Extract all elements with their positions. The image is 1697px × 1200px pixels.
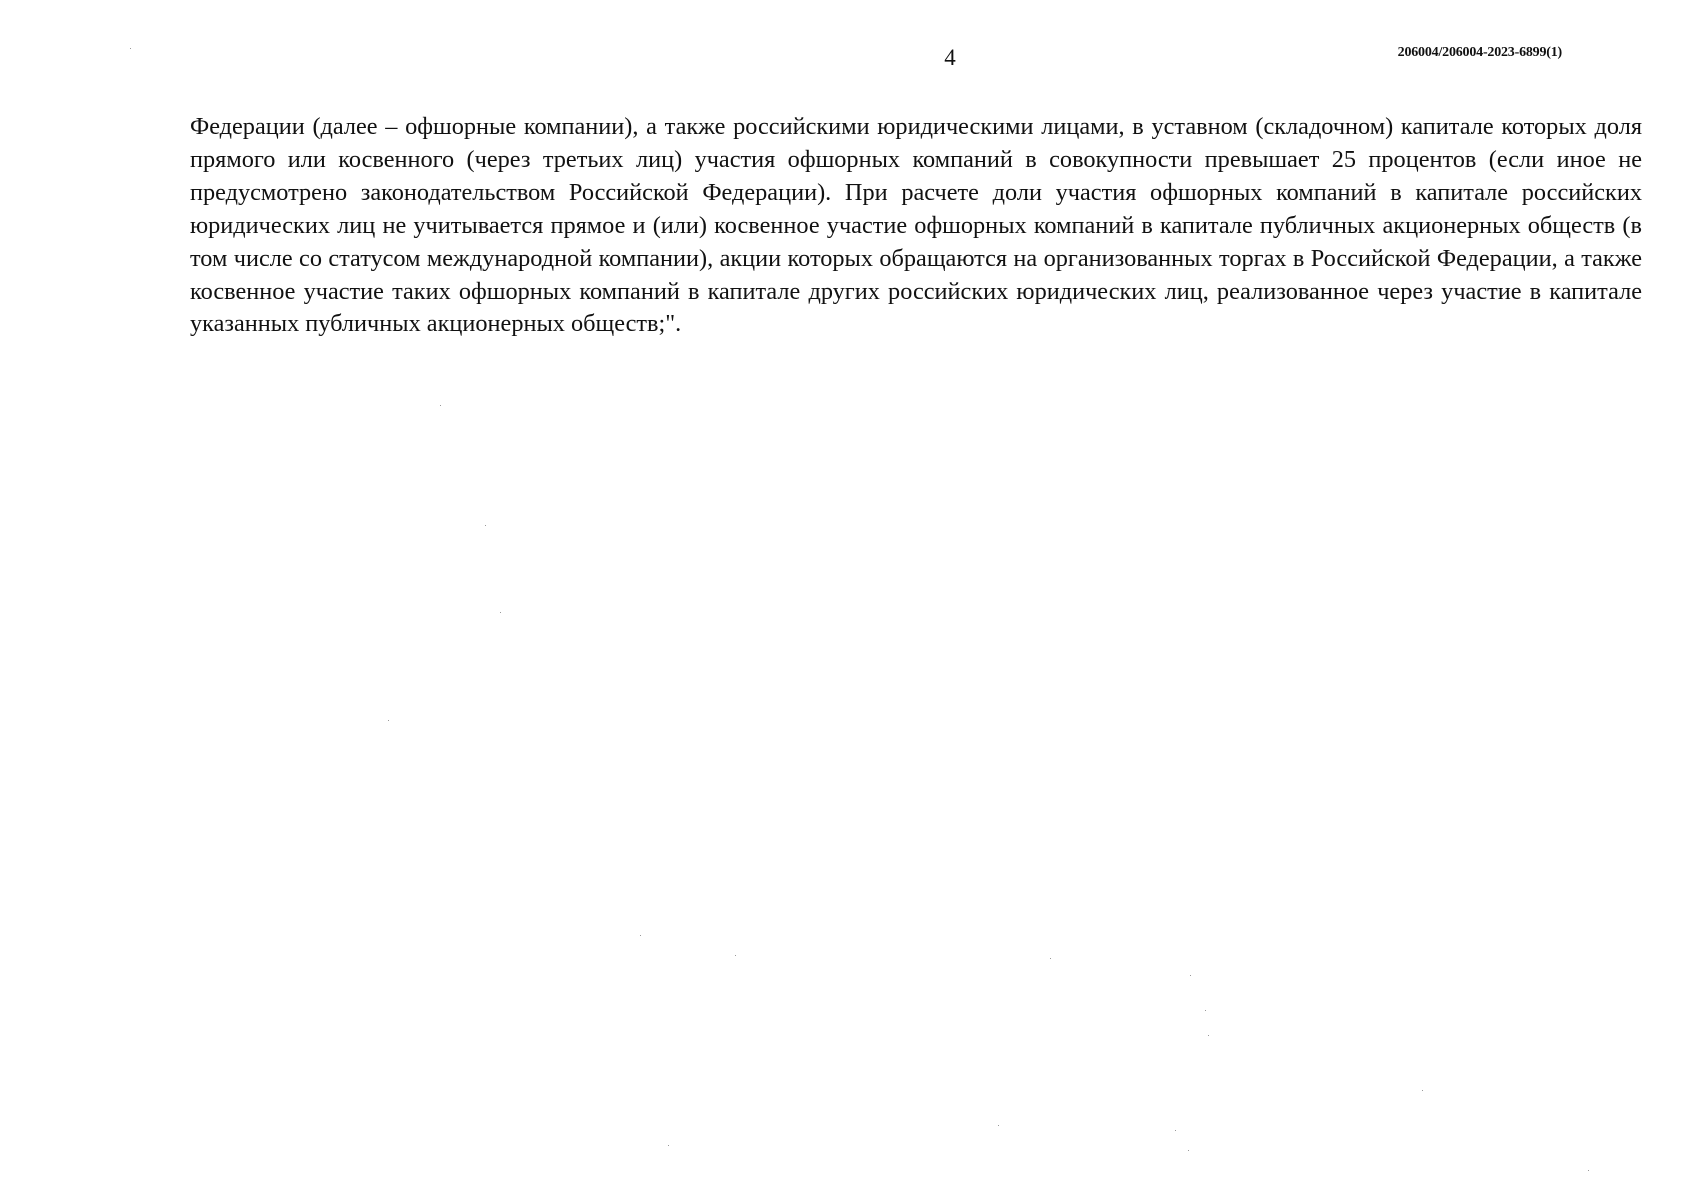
scan-speck	[1188, 1150, 1189, 1151]
page-number: 4	[944, 45, 956, 70]
scan-speck	[1588, 1170, 1589, 1171]
scan-speck	[735, 955, 736, 956]
scan-speck	[668, 1145, 669, 1146]
scan-speck	[1422, 1090, 1423, 1091]
scan-speck	[440, 405, 441, 406]
scan-speck	[485, 525, 486, 526]
scan-speck	[1175, 1130, 1176, 1131]
scan-speck	[500, 612, 501, 613]
scan-speck	[1205, 1010, 1206, 1011]
scan-speck	[1208, 1035, 1209, 1036]
scan-speck	[640, 935, 641, 936]
scan-speck	[1050, 958, 1051, 959]
scan-speck	[1190, 975, 1191, 976]
document-id: 206004/206004-2023-6899(1)	[1397, 45, 1562, 60]
body-paragraph: Федерации (далее – офшорные компании), а также российскими юридическими лицами, в уставном (складочном) капитале которых доля прямого или косвенного (через третьих лиц) участия офшорных компаний в совокупности превышает 25 процентов (если иное не предусмотрено законодательством Российской Федерации). При расчете доли участия офшорных компаний в капитале российских юридических лиц не учитывается прямое и (или) косвенное участие офшорных компаний в капитале публичных акционерных обществ (в том числе со статусом международной компании), акции которых обращаются на организованных торгах в Российской Федерации, а также косвенное участие таких офшорных компаний в капитале других российских юридических лиц, реализованное через участие в капитале указанных публичных акционерных обществ;".	[190, 113, 1642, 338]
scan-speck	[388, 720, 389, 721]
scan-speck	[998, 1125, 999, 1126]
scan-speck	[130, 48, 131, 49]
